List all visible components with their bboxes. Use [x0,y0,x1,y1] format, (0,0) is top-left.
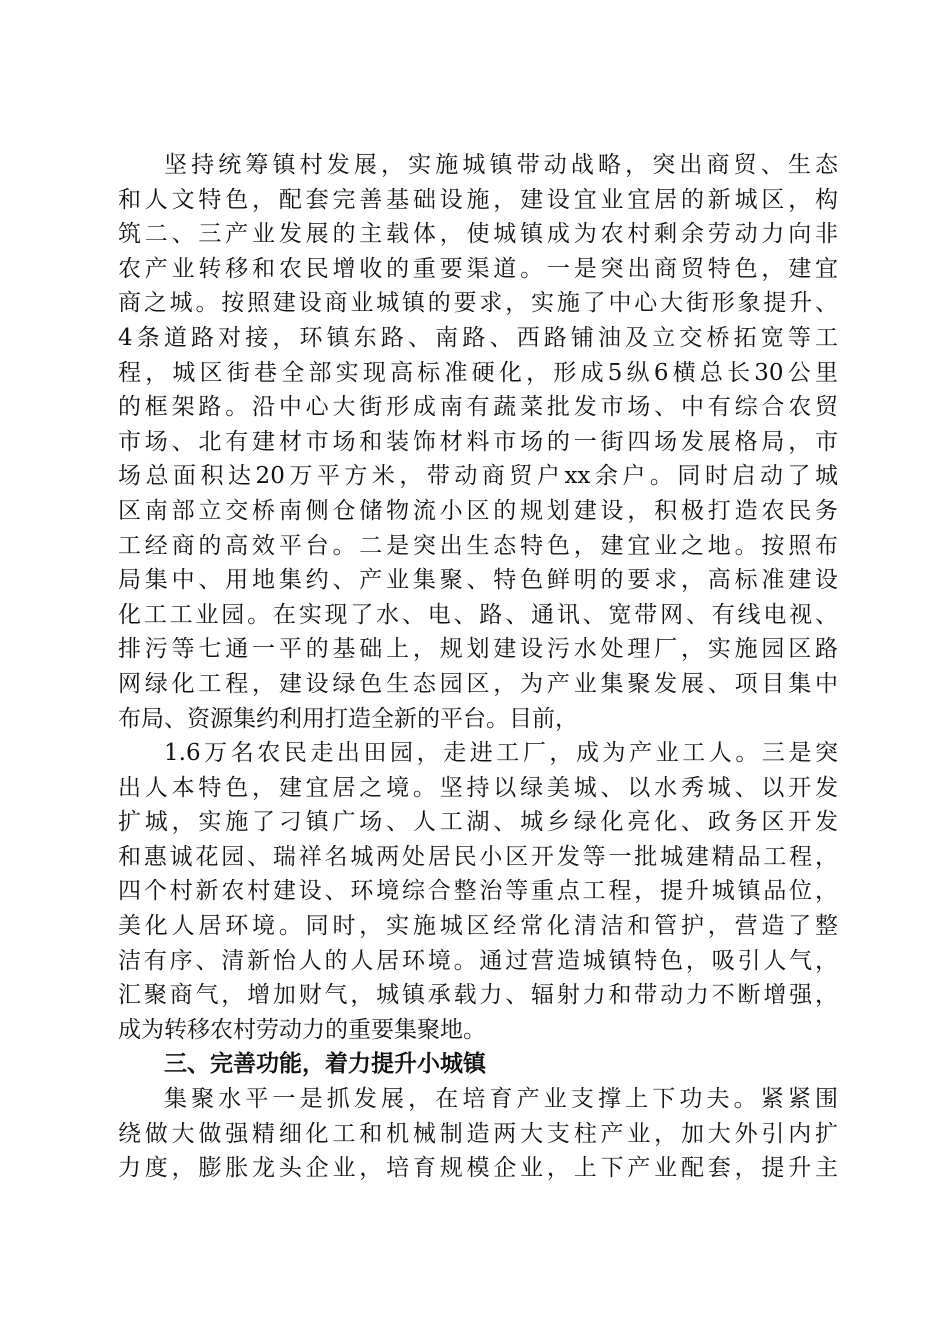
paragraph-3-line: 集聚水平一是抓发展，在培育产业支撑上下功夫。紧紧围 [164,1086,838,1113]
paragraph-2-line: 洁有序、清新怡人的人居环境。通过营造城镇特色，吸引人气， [118,947,838,974]
paragraph-1-line: 布局、资源集约利用打造全新的平台。目前， [118,705,578,732]
paragraph-1-line: 和人文特色，配套完善基础设施，建设宜业宜居的新城区，构 [118,186,838,213]
paragraph-1-line: 排污等七通一平的基础上，规划建设污水处理厂，实施园区路 [118,636,838,663]
paragraph-1-line: 区南部立交桥南侧仓储物流小区的规划建设，积极打造农民务 [118,497,838,524]
paragraph-1-line: 4条道路对接，环镇东路、南路、西路铺油及立交桥拓宽等工 [118,324,838,351]
section-heading: 三、完善功能，着力提升小城镇 [164,1051,486,1078]
paragraph-1-line: 商之城。按照建设商业城镇的要求，实施了中心大街形象提升、 [118,290,838,317]
paragraph-1-line: 网绿化工程，建设绿色生态园区，为产业集聚发展、项目集中 [118,670,838,697]
paragraph-2-line: 扩城，实施了刁镇广场、人工湖、城乡绿化亮化、政务区开发 [118,809,838,836]
paragraph-1-line: 程，城区街巷全部实现高标准硬化，形成5纵6横总长30公里 [118,359,838,386]
paragraph-2-line: 成为转移农村劳动力的重要集聚地。 [118,1016,486,1043]
paragraph-2-line: 四个村新农村建设、环境综合整治等重点工程，提升城镇品位， [118,878,838,905]
paragraph-1-line: 的框架路。沿中心大街形成南有蔬菜批发市场、中有综合农贸 [118,394,838,421]
paragraph-2-line: 和惠诚花园、瑞祥名城两处居民小区开发等一批城建精品工程， [118,843,838,870]
paragraph-1-line: 场总面积达20万平方米，带动商贸户xx余户。同时启动了城 [118,463,838,490]
paragraph-1-line: 市场、北有建材市场和装饰材料市场的一街四场发展格局，市 [118,428,838,455]
paragraph-2-line: 出人本特色，建宜居之境。坚持以绿美城、以水秀城、以开发 [118,774,838,801]
document-body [118,148,838,1186]
paragraph-3-line: 绕做大做强精细化工和机械制造两大支柱产业，加大外引内扩 [118,1120,838,1147]
paragraph-2-line: 1.6万名农民走出田园，走进工厂，成为产业工人。三是突 [164,740,838,767]
paragraph-1-line: 局集中、用地集约、产业集聚、特色鲜明的要求，高标准建设 [118,567,838,594]
paragraph-1-line: 坚持统筹镇村发展，实施城镇带动战略，突出商贸、生态 [164,152,838,178]
paragraph-1-line: 工经商的高效平台。二是突出生态特色，建宜业之地。按照布 [118,532,838,559]
paragraph-2-line: 汇聚商气，增加财气，城镇承载力、辐射力和带动力不断增强， [118,982,838,1009]
paragraph-1-line: 化工工业园。在实现了水、电、路、通讯、宽带网、有线电视、 [118,601,838,628]
paragraph-1-line: 筑二、三产业发展的主载体，使城镇成为农村剩余劳动力向非 [118,221,838,248]
paragraph-2-line: 美化人居环境。同时，实施城区经常化清洁和管护，营造了整 [118,913,838,940]
paragraph-1-line: 农产业转移和农民增收的重要渠道。一是突出商贸特色，建宜 [118,255,838,282]
paragraph-3-line: 力度，膨胀龙头企业，培育规模企业，上下产业配套，提升主 [118,1155,838,1182]
